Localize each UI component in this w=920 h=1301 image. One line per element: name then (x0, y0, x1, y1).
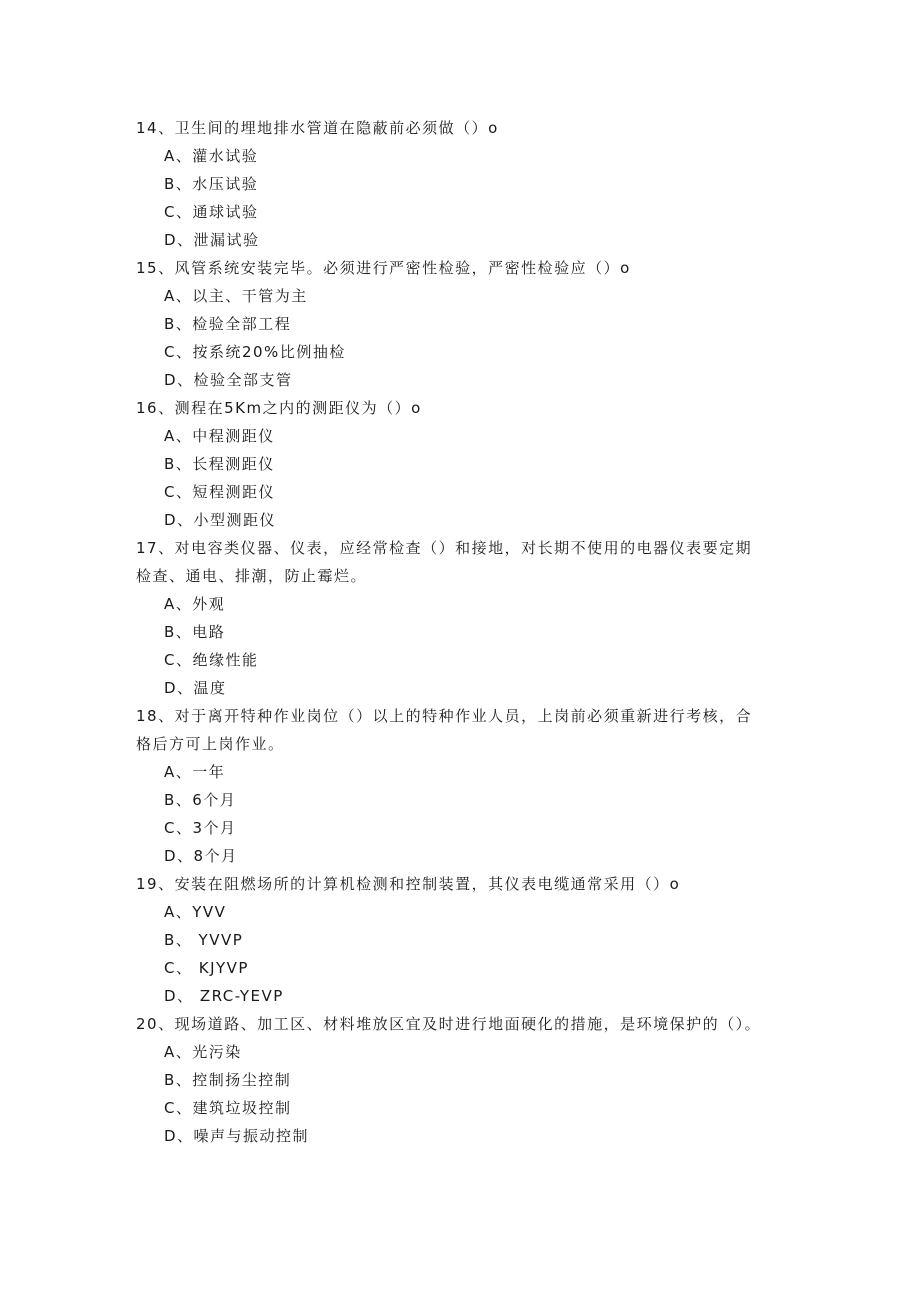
option-a: A、光污染 (164, 1043, 242, 1061)
option-d: D、8个月 (164, 847, 238, 865)
question-17 (136, 534, 776, 702)
option-b: B、水压试验 (164, 175, 259, 193)
option-c: C、短程测距仪 (164, 483, 275, 501)
question-15 (136, 254, 776, 394)
option-d: D、噪声与振动控制 (164, 1127, 310, 1145)
option-c: C、绝缘性能 (164, 651, 259, 669)
question-text: 14、卫生间的埋地排水管道在隐蔽前必须做（）o (136, 119, 499, 137)
option-c: C、3个月 (164, 819, 237, 837)
question-19 (136, 870, 776, 1010)
option-d: D、小型测距仪 (164, 511, 277, 529)
option-a: A、灌水试验 (164, 147, 259, 165)
option-a: A、中程测距仪 (164, 427, 275, 445)
option-d: D、泄漏试验 (164, 231, 260, 249)
question-text: 17、对电容类仪器、仪表，应经常检查（）和接地，对长期不使用的电器仪表要定期检查、通电、排潮，防止霉烂。 (136, 539, 753, 585)
question-20 (136, 1010, 776, 1150)
option-b: B、长程测距仪 (164, 455, 275, 473)
question-text: 18、对于离开特种作业岗位（）以上的特种作业人员，上岗前必须重新进行考核，合格后方可上岗作业。 (136, 707, 753, 753)
option-c: C、建筑垃圾控制 (164, 1099, 292, 1117)
option-c: C、通球试验 (164, 203, 259, 221)
question-text: 16、测程在5Km之内的测距仪为（）o (136, 399, 422, 417)
option-b: B、检验全部工程 (164, 315, 292, 333)
option-a: A、以主、干管为主 (164, 287, 308, 305)
option-b: B、 YVVP (164, 931, 244, 949)
option-a: A、外观 (164, 595, 226, 613)
option-b: B、6个月 (164, 791, 237, 809)
question-text: 19、安装在阻燃场所的计算机检测和控制装置，其仪表电缆通常采用（）o (136, 875, 681, 893)
question-text: 20、现场道路、加工区、材料堆放区宜及时进行地面硬化的措施，是环境保护的（）。 (136, 1015, 762, 1033)
question-14 (136, 114, 776, 254)
question-16 (136, 394, 776, 534)
question-18 (136, 702, 776, 870)
option-d: D、检验全部支管 (164, 371, 293, 389)
option-d: D、温度 (164, 679, 227, 697)
option-d: D、 ZRC-YEVP (164, 987, 284, 1005)
question-text: 15、风管系统安装完毕。必须进行严密性检验，严密性检验应（）o (136, 259, 631, 277)
option-c: C、按系统20%比例抽检 (164, 343, 346, 361)
option-a: A、一年 (164, 763, 226, 781)
option-c: C、 KJYVP (164, 959, 249, 977)
option-a: A、YVV (164, 903, 227, 921)
question-list (136, 114, 776, 1150)
option-b: B、控制扬尘控制 (164, 1071, 292, 1089)
option-b: B、电路 (164, 623, 226, 641)
